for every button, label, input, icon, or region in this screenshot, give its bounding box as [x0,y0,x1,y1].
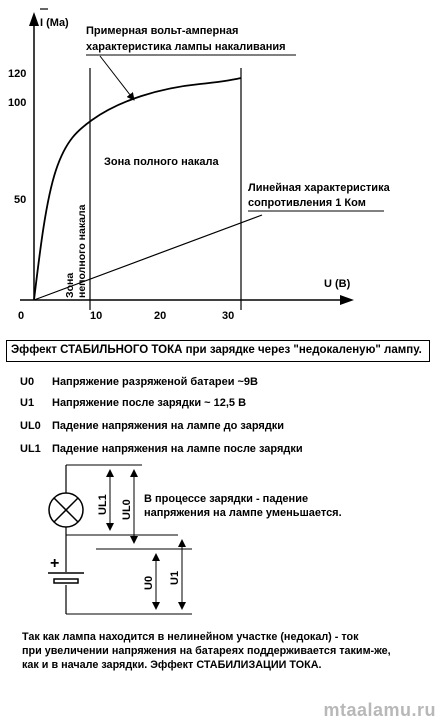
legend-text: Падение напряжения на лампе после зарядки [52,443,303,455]
battery-plate-short [54,579,78,583]
legend-key: UL0 [20,420,41,432]
legend-key: U1 [20,397,35,409]
legend-key: UL1 [20,443,41,455]
x-axis-arrow [340,295,354,305]
curve-label-line2: характеристика лампы накаливания [86,41,286,53]
circuit-note-line1: В процессе зарядки - падение [144,493,309,505]
effect-title-box: Эффект СТАБИЛЬНОГО ТОКА при зарядке через "недокаленую" лампу. [6,340,430,362]
y-tick-100: 100 [8,97,27,109]
x-axis-label: U (B) [324,278,351,290]
linear-label-line1: Линейная характеристика [248,182,390,194]
curve-label-line1: Примерная вольт-амперная [86,25,239,37]
x-tick-20: 20 [154,310,167,322]
legend-text: Напряжение после зарядки ~ 12,5 В [52,397,247,409]
conclusion-text [22,630,391,672]
battery-plus: + [50,555,60,572]
origin-label: 0 [18,310,25,322]
lamp-vi-curve [34,78,241,300]
x-tick-30: 30 [222,310,235,322]
legend-row-ul1 [20,443,303,455]
full-glow-zone-label: Зона полного накала [104,156,219,168]
x-tick-10: 10 [90,310,103,322]
ul1-label: UL1 [97,494,109,515]
conclusion-line1: Так как лампа находится в нелинейном участке (недокал) - ток [22,631,359,643]
y-axis-arrow [29,12,39,26]
legend-text: Падение напряжения на лампе до зарядки [52,420,285,432]
circuit-note-line2: напряжения на лампе уменьшается. [144,507,342,519]
curve-label-leader [100,56,134,100]
legend-row-u1 [20,397,246,409]
y-axis-label: I (Ma) [40,17,69,29]
watermark: mtaalamu.ru [323,700,436,720]
circuit-note [144,492,342,520]
legend-key: U0 [20,376,35,388]
ul0-label: UL0 [121,499,133,520]
linear-label-line2: сопротивления 1 Ком [248,197,366,209]
conclusion-line2: при увеличении напряжения на батареях поддерживается таким-же, [22,645,391,657]
vi-graph [8,9,391,322]
partial-glow-zone-line2: неполного накала [76,204,88,298]
conclusion-line3: как и в начале зарядки. Эффект СТАБИЛИЗАЦИИ ТОКА. [22,659,322,671]
u1-label: U1 [169,570,181,585]
legend-row-ul0 [20,420,284,432]
partial-glow-zone-line1: Зона [64,272,76,298]
u0-label: U0 [143,575,155,590]
legend-row-u0 [20,376,258,388]
charging-circuit [48,465,192,614]
y-tick-120: 120 [8,68,27,80]
y-tick-50: 50 [14,194,27,206]
legend-text: Напряжение разряженой батареи ~9В [52,376,258,388]
